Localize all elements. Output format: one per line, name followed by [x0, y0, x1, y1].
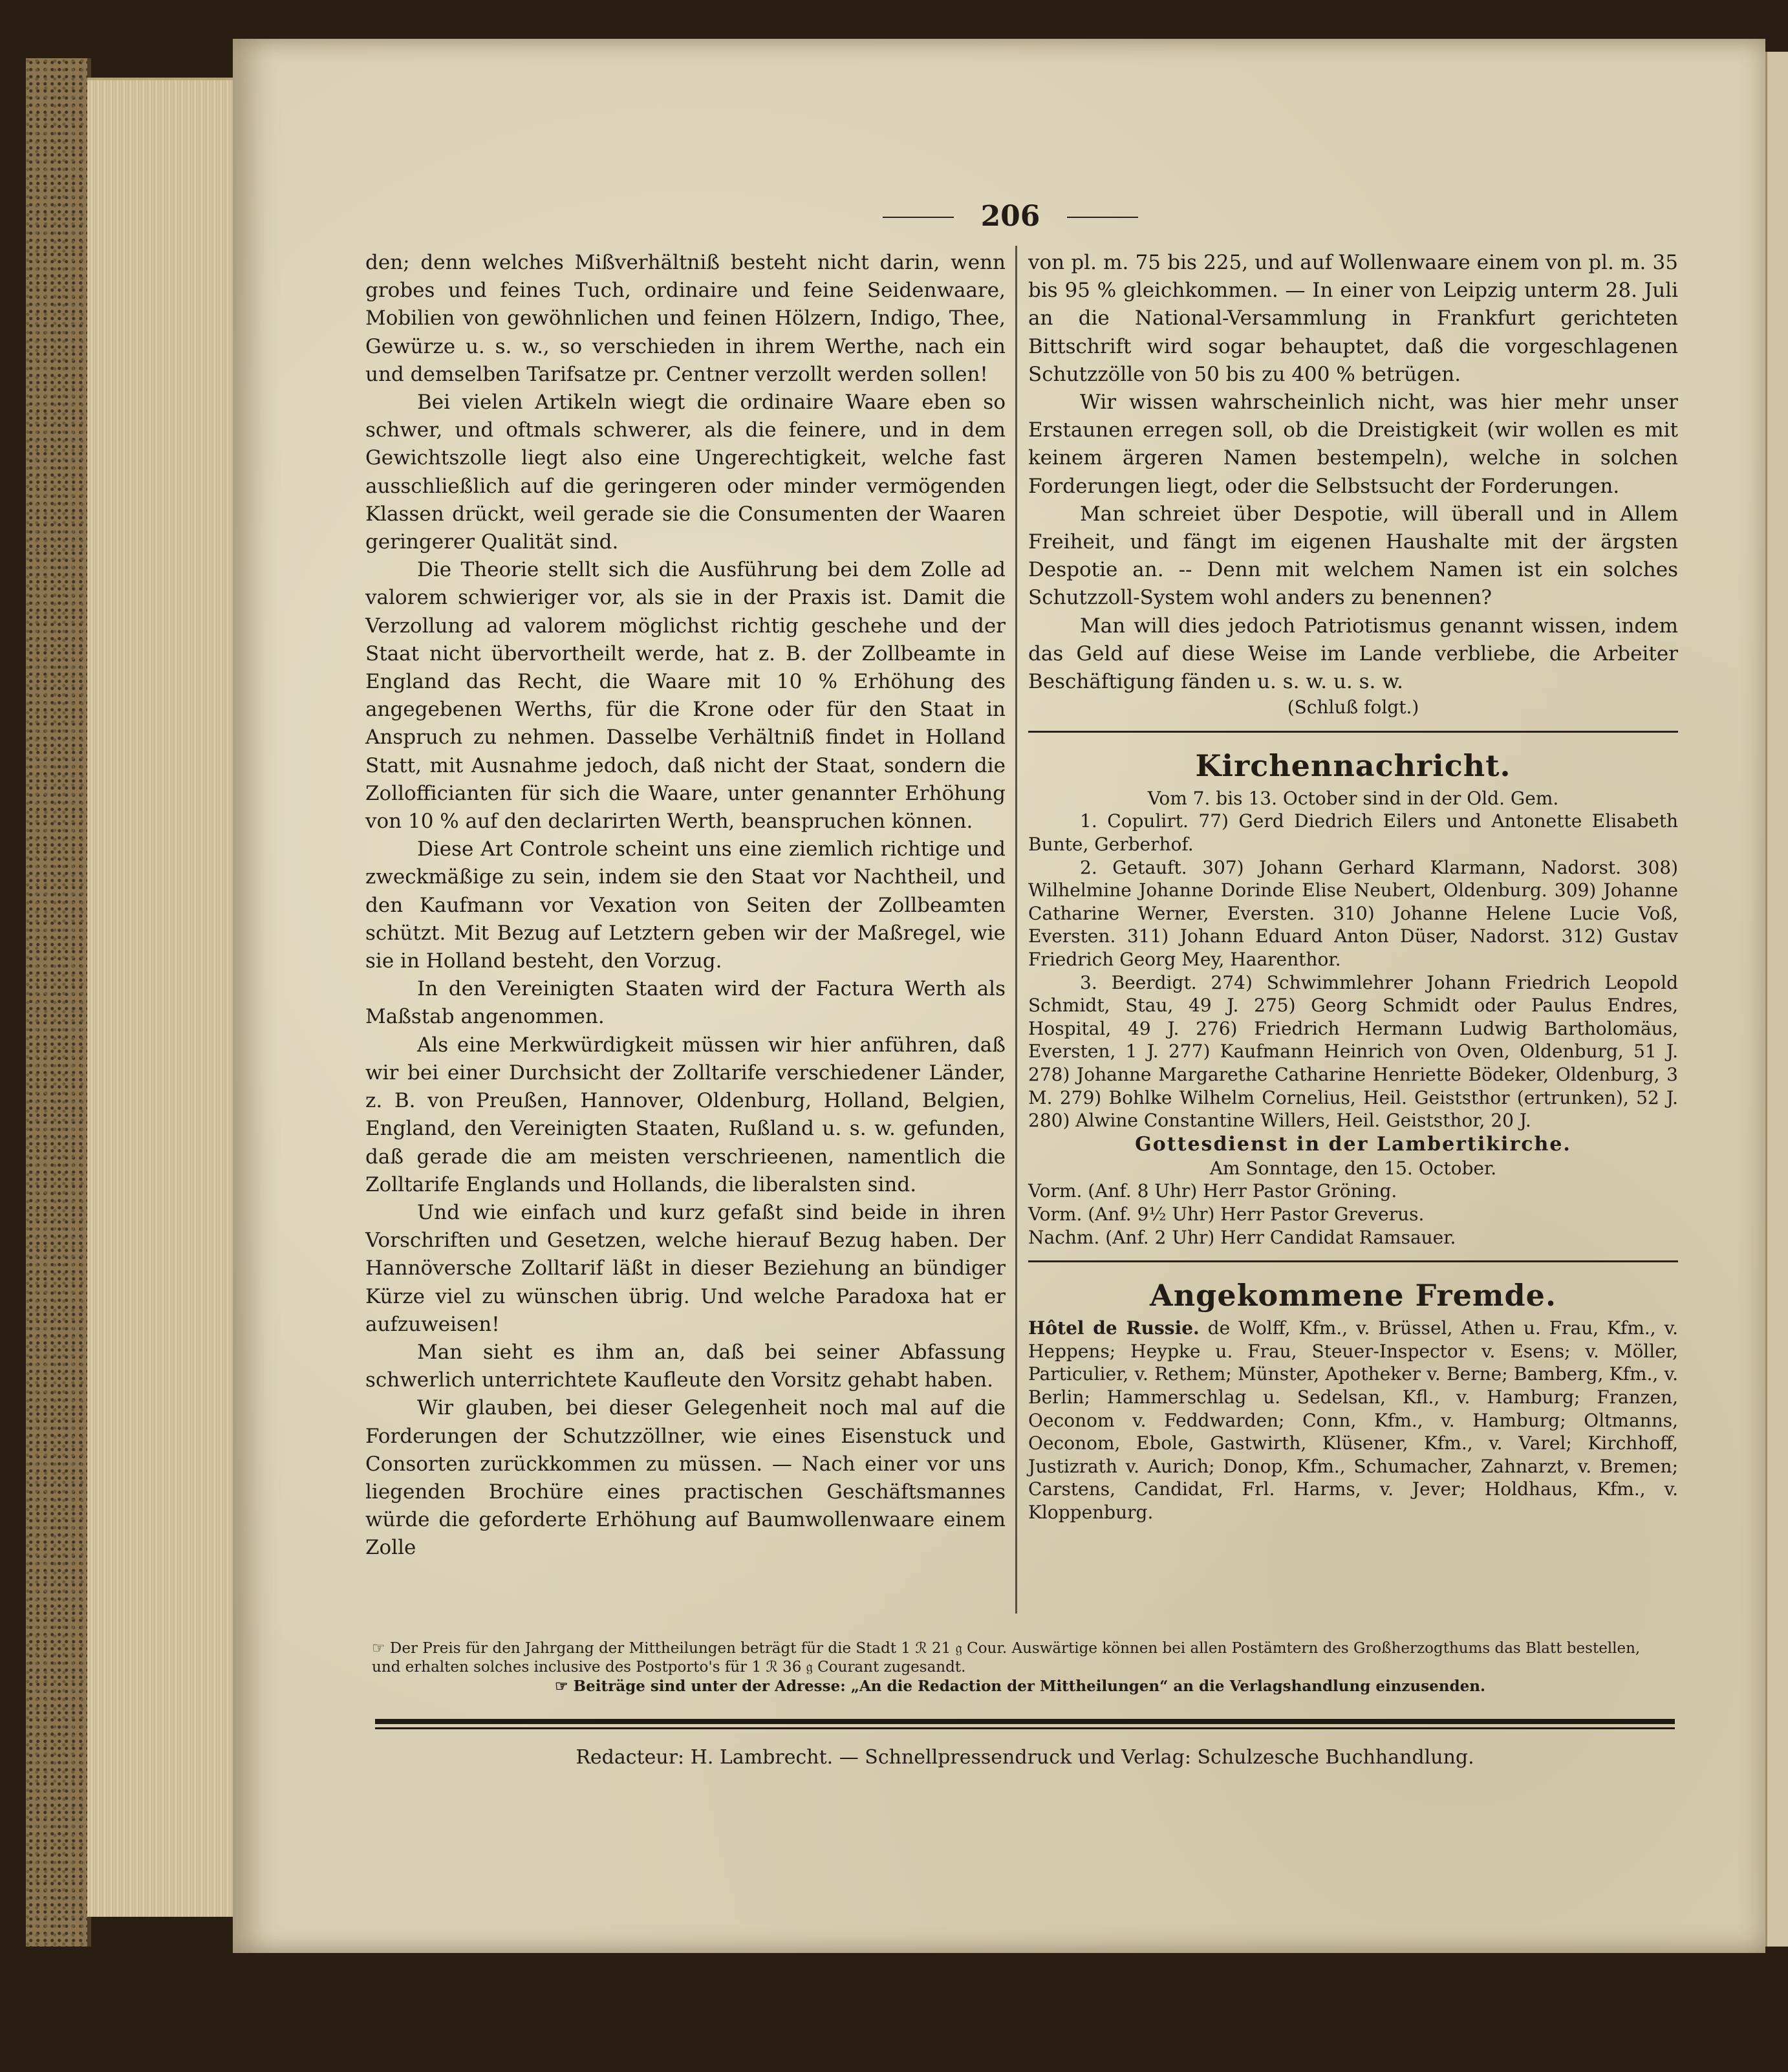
article-paragraph: Als eine Merkwürdigkeit müssen wir hier anführen, daß wir bei einer Durchsicht der Zolltarife verschiedener Länder, z. B. von Preußen, Hannover, Oldenburg, Holland, Belgien, England, den Vereinigten Staaten, Rußland u. s. w. gefunden, daß gerade die am meisten verschrieenen, namentlich die Zolltarife Englands und Hollands, die liberalsten sind. [365, 1033, 1006, 1196]
continued-note: (Schluß folgt.) [1287, 696, 1419, 718]
church-entry-marriages: 1. Copulirt. 77) Gerd Diedrich Eilers und Antonette Elisabeth Bunte, Gerberhof. [1028, 810, 1678, 856]
facing-page-edge [1765, 52, 1788, 1947]
article-paragraph: Bei vielen Artikeln wiegt die ordinaire Waare eben so schwer, und oftmals schwerer, als die feinere, und in dem Gewichtszolle liegt also eine Ungerechtigkeit, welche fast ausschließlich auf die geringeren oder minder vermögenden Klassen drückt, weil gerade sie die Consumenten der Waaren geringerer Qualität sind. [365, 391, 1006, 554]
article-paragraph: In den Vereinigten Staaten wird der Factura Werth als Maßstab angenommen. [365, 977, 1006, 1029]
article-paragraph: Und wie einfach und kurz gefaßt sind beide in ihren Vorschriften und Gesetzen, welche hierauf Bezug haben. Der Hannöversche Zolltarif läßt in dieser Beziehung an bündiger Kürze viel zu wünschen übrig. Und welche Paradoxa hat er aufzuweisen! [365, 1200, 1006, 1336]
service-item: Nachm. (Anf. 2 Uhr) Herr Candidat Ramsauer. [1028, 1226, 1456, 1248]
article-paragraph: Die Theorie stellt sich die Ausführung bei dem Zolle ad valorem schwieriger vor, als sie in der Praxis ist. Damit die Verzollung ad valorem möglichst richtig geschehe und der Staat nicht übervortheilt werde, hat z. B. der Zollbeamte in England das Recht, die Waare mit 10 % Erhöhung des angegebenen Werths, für die Krone oder für den Staat in Anspruch zu nehmen. Dasselbe Verhältniß findet in Holland Statt, mit Ausnahme jedoch, daß nicht der Staat, sondern die Zollofficianten für sich die Waare, unter genannter Erhöhung von 10 % auf den declarirten Werth, beanspruchen können. [365, 558, 1006, 834]
church-news-title: Kirchennachricht. [1195, 748, 1511, 783]
hotel-name: Hôtel de Russie. [1028, 1317, 1200, 1339]
column-divider [1015, 246, 1017, 1613]
article-paragraph: Man schreiet über Despotie, will überall und in Allem Freiheit, und fängt im eigenen Haushalte mit der ärgsten Despotie an. -- Denn mit welchem Namen ist ein solches Schutzzoll-System wohl anders zu benennen? [1028, 502, 1678, 610]
arrivals-text: de Wolff, Kfm., v. Brüssel, Athen u. Frau, Kfm., v. Heppens; Heypke u. Frau, Steuer-Inspector v. Esens; v. Möller, Particulier, v. Rethem; Münster, Apotheker v. Berne; Bamberg, Kfm., v. Berlin; Hammerschlag u. Sedelsan, Kfl., v. Hamburg; Franzen, Oeconom v. Feddwarden; Conn, Kfm., v. Hamburg; Oltmanns, Oeconom, Ebole, Gastwirth, Klüsener, Kfm., v. Varel; Kirchhoff, Justizrath v. Aurich; Donop, Kfm., Schumacher, Zahnarzt, v. Bremen; Carstens, Candidat, Frl. Harms, v. Jever; Holdhaus, Kfm., v. Kloppenburg. [1028, 1317, 1678, 1523]
contributions-notice: ☞ Beiträge sind unter der Adresse: „An die Redaction der Mittheilungen“ an die Verlagshandlung einzusenden. [555, 1678, 1485, 1695]
service-title: Gottesdienst in der Lambertikirche. [1135, 1132, 1571, 1156]
article-paragraph: Wir wissen wahrscheinlich nicht, was hier mehr unser Erstaunen erregen soll, ob die Dreistigkeit (wir wollen es mit keinem ärgeren Namen bestempeln), welche in solchen Forderungen liegt, oder die Selbstsucht der Forderungen. [1028, 391, 1678, 498]
service-date: Am Sonntage, den 15. October. [1209, 1157, 1497, 1179]
article-paragraph: von pl. m. 75 bis 225, und auf Wollenwaare einem von pl. m. 35 bis 95 % gleichkommen. — In einer von Leipzig unterm 28. Juli an die National-Versammlung in Frankfurt gerichteten Bittschrift wird sogar behauptet, daß die vorgeschlagenen Schutzzölle von 50 bis zu 400 % betrügen. [1028, 251, 1678, 386]
article-paragraph: Man sieht es ihm an, daß bei seiner Abfassung schwerlich unterrichtete Kaufleute den Vorsitz gehabt haben. [365, 1340, 1006, 1392]
book-cover-edge [26, 58, 91, 1947]
article-paragraph: Wir glauben, bei dieser Gelegenheit noch mal auf die Forderungen der Schutzzöllner, wie eines Eisenstuck und Consorten zurückkommen zu müssen. — Nach einer vor uns liegenden Brochüre eines practischen Geschäftsmannes würde die geforderte Erhöhung auf Baumwollenwaare einem Zolle [365, 1396, 1006, 1560]
section-rule [1028, 1260, 1678, 1262]
section-rule [1028, 731, 1678, 733]
header-rule-left [883, 217, 954, 218]
imprint: Redacteur: H. Lambrecht. — Schnellpressendruck und Verlag: Schulzesche Buchhandlung. [576, 1746, 1474, 1769]
page-header [883, 197, 1138, 236]
church-entry-burials: 3. Beerdigt. 274) Schwimmlehrer Johann Friedrich Leopold Schmidt, Stau, 49 J. 275) Georg Schmidt oder Paulus Endres, Hospital, 49 J. 276) Friedrich Hermann Ludwig Bartholomäus, Eversten, 1 J. 277) Kaufmann Heinrich von Oven, Oldenburg, 51 J. 278) Johanne Margarethe Catharine Henriette Bödeker, Oldenburg, 3 M. 279) Bohlke Wilhelm Cornelius, Heil. Geiststhor (ertrunken), 52 J. 280) Alwine Constantine Willers, Heil. Geiststhor, 20 J. [1028, 971, 1678, 1132]
footer-rule-thick [375, 1719, 1675, 1724]
church-entry-baptisms: 2. Getauft. 307) Johann Gerhard Klarmann, Nadorst. 308) Wilhelmine Johanne Dorinde Elise Neubert, Oldenburg. 309) Johanne Catharine Werner, Eversten. 310) Johanne Helene Lucie Voß, Eversten. 311) Johann Eduard Anton Düser, Nadorst. 312) Gustav Friedrich Georg Mey, Haarenthor. [1028, 856, 1678, 970]
church-news-intro: Vom 7. bis 13. October sind in der Old. Gem. [1147, 787, 1559, 809]
footer-rule-thin [375, 1727, 1675, 1729]
service-item: Vorm. (Anf. 8 Uhr) Herr Pastor Gröning. [1028, 1180, 1397, 1202]
page-number: 206 [980, 200, 1040, 233]
article-paragraph: den; denn welches Mißverhältniß besteht nicht darin, wenn grobes und feines Tuch, ordinaire und feine Seidenwaare, Mobilien von gewöhnlichen und feinen Hölzern, Indigo, Thee, Gewürze u. s. w., so verschieden in ihrem Werthe, nach ein und demselben Tarifsatze pr. Centner verzollt werden sollen! [365, 251, 1006, 386]
subscription-notice [372, 1639, 1668, 1696]
header-rule-right [1067, 217, 1138, 218]
arrivals-title: Angekommene Fremde. [1150, 1278, 1556, 1313]
service-item: Vorm. (Anf. 9½ Uhr) Herr Pastor Greverus. [1028, 1203, 1425, 1225]
right-column [1028, 249, 1678, 1524]
price-notice: ☞ Der Preis für den Jahrgang der Mittheilungen beträgt für die Stadt 1 ℛ 21 𝔤 Cour. Auswärtige können bei allen Postämtern des Großherzogthums das Blatt bestellen, und erhalten solches inclusive des Postporto's für 1 ℛ 36 𝔤 Courant zugesandt. [372, 1640, 1641, 1676]
article-paragraph: Man will dies jedoch Patriotismus genannt wissen, indem das Geld auf diese Weise im Lande verbliebe, die Arbeiter Beschäftigung fänden u. s. w. u. s. w. [1028, 614, 1678, 694]
left-column [365, 249, 1006, 1562]
page-stack-edges [87, 78, 242, 1917]
article-paragraph: Diese Art Controle scheint uns eine ziemlich richtige und zweckmäßige zu sein, indem sie den Staat vor Nachtheil, und den Kaufmann vor Vexation von Seiten der Zollbeamten schützt. Mit Bezug auf Letztern geben wir der Maßregel, wie sie in Holland besteht, den Vorzug. [365, 837, 1006, 973]
arrivals-list [1028, 1317, 1678, 1524]
